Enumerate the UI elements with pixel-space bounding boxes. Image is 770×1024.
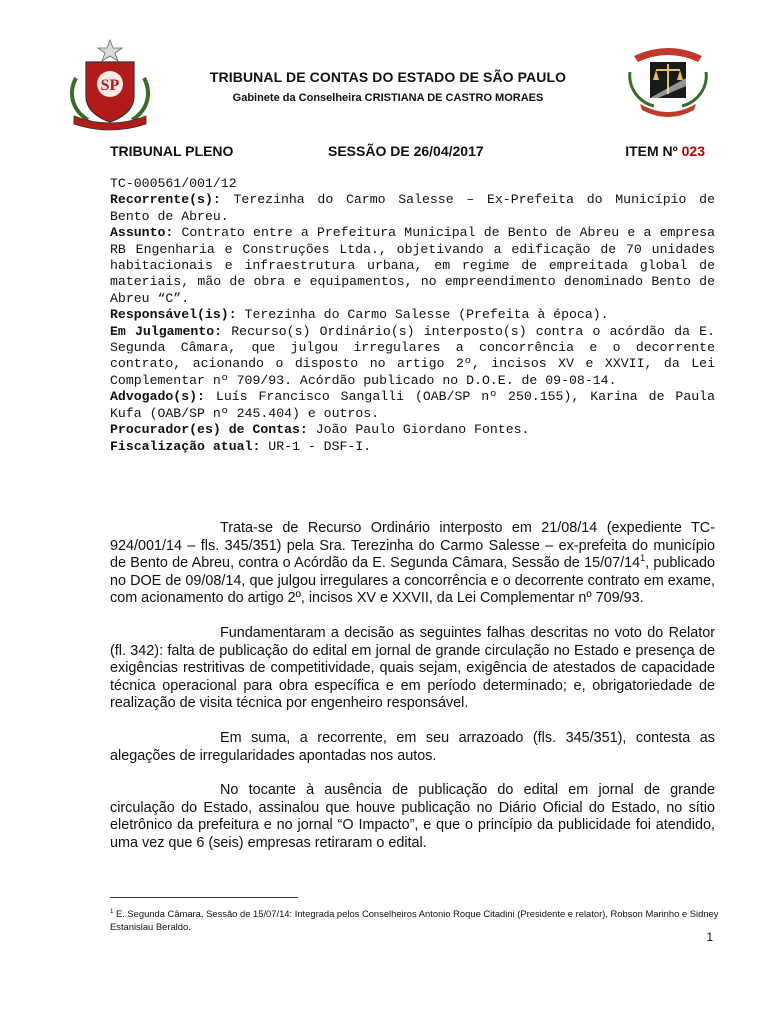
- appellant-label: Recorrente(s):: [110, 192, 221, 208]
- judgment-line: [110, 324, 715, 390]
- prosecutor-label: Procurador(es) de Contas:: [110, 422, 308, 438]
- subject-line: [110, 225, 715, 307]
- item-label-text: ITEM Nº: [625, 143, 678, 159]
- tce-emblem-logo: [620, 42, 716, 122]
- court-title: TRIBUNAL DE CONTAS DO ESTADO DE SÃO PAULO: [209, 69, 567, 85]
- session-header-row: [110, 143, 715, 163]
- item-number: 023: [681, 143, 705, 159]
- paragraph-1-part-b: , publicado no DOE de 09/08/14, que julgou irregulares a concorrência e o decorrente contrato em exame, com acionamento do artigo 2º, incisos XV e XXVII, da Lei Complementar nº 709/93.: [110, 555, 715, 607]
- footnote-text: E. Segunda Câmara, Sessão de 15/07/14: Integrada pelos Conselheiros Antonio Roque Citadini (Presidente e relator), Robson Marinho e Sidney Estanislau Beraldo.: [110, 908, 719, 933]
- judgment-value: Recurso(s) Ordinário(s) interposto(s) contra o acórdão da E. Segunda Câmara, que julgou irregulares a concorrência e o decorrente contrato, acionando o disposto no artigo 2º, incisos XV e XXVII, da Lei Complementar nº 709/93. Acórdão publicado no D.O.E. de 09-08-14.: [110, 323, 715, 388]
- prosecutor-value: João Paulo Giordano Fontes.: [307, 422, 530, 438]
- footnote-marker: 1: [110, 909, 114, 915]
- prosecutor-line: [110, 422, 715, 438]
- footnote: [110, 906, 720, 933]
- appellant-line: [110, 192, 715, 225]
- item-label: [625, 143, 705, 159]
- paragraph-3: Em suma, a recorrente, em seu arrazoado (fls. 345/351), contesta as alegações de irregularidades apontadas nos autos.: [110, 729, 715, 764]
- responsible-label: Responsável(is):: [110, 307, 237, 323]
- paragraph-1: [110, 520, 715, 608]
- paragraph-2: Fundamentaram a decisão as seguintes falhas descritas no voto do Relator (fl. 342): falta de publicação do edital em jornal de grande circulação no Estado e presença de exigências restritivas de competitividade, quais sejam, exigência de atestados de capacidade técnica operacional para obra específica e em período determinado; e, obrigatoriedade de realização de visita técnica por engenheiro responsável.: [110, 624, 715, 712]
- footnote-reference: 1: [640, 553, 646, 564]
- process-number: TC-000561/001/12: [110, 176, 237, 191]
- lawyers-line: [110, 389, 715, 422]
- inspection-value: UR-1 - DSF-I.: [260, 438, 372, 454]
- footnote-divider: [110, 897, 298, 898]
- appellant-value: Terezinha do Carmo Salesse – Ex-Prefeita do Município de Bento de Abreu.: [110, 192, 715, 224]
- session-date: SESSÃO DE 26/04/2017: [328, 143, 484, 159]
- plenary-label: TRIBUNAL PLENO: [110, 143, 234, 159]
- case-summary-block: [110, 176, 715, 455]
- responsible-line: [110, 307, 715, 323]
- subject-label: Assunto:: [110, 225, 174, 241]
- report-body: [110, 520, 715, 870]
- cabinet-subtitle: Gabinete da Conselheira CRISTIANA DE CASTRO MORAES: [232, 92, 544, 104]
- paragraph-4: No tocante à ausência de publicação do edital em jornal de grande circulação do Estado, assinalou que houve publicação no Diário Oficial do Estado, no sítio eletrônico da prefeitura e no jornal “O Impacto”, e que o princípio da publicidade foi atendido, uma vez que 6 (seis) empresas retiraram o edital.: [110, 782, 715, 851]
- lawyers-label: Advogado(s):: [110, 389, 205, 405]
- inspection-label: Fiscalização atual:: [110, 438, 261, 454]
- sp-coat-of-arms-logo: [62, 38, 158, 134]
- paragraph-1-part-a: Trata-se de Recurso Ordinário interposto em 21/08/14 (expediente TC-924/001/14 – fls. 345/351) pela Sra. Terezinha do Carmo Salesse – ex-prefeita do município de Bento de Abreu, contra o Acórdão da E. Segunda Câmara, Sessão de 15/07/14: [110, 520, 715, 572]
- inspection-line: [110, 439, 715, 455]
- lawyers-value: Luís Francisco Sangalli (OAB/SP nº 250.155), Karina de Paula Kufa (OAB/SP nº 245.404) e outros.: [110, 389, 715, 421]
- responsible-value: Terezinha do Carmo Salesse (Prefeita à época).: [236, 307, 609, 323]
- page-number: 1: [706, 930, 713, 944]
- sp-logo-text: SP: [100, 77, 120, 94]
- subject-value: Contrato entre a Prefeitura Municipal de Bento de Abreu e a empresa RB Engenharia e Construções Ltda., objetivando a edificação de 70 unidades habitacionais e infraestrutura urbana, em regime de empreitada global de materiais, mão de obra e equipamentos, no empreendimento denominado Bento de Abreu “C”.: [110, 225, 715, 306]
- judgment-label: Em Julgamento:: [110, 323, 223, 339]
